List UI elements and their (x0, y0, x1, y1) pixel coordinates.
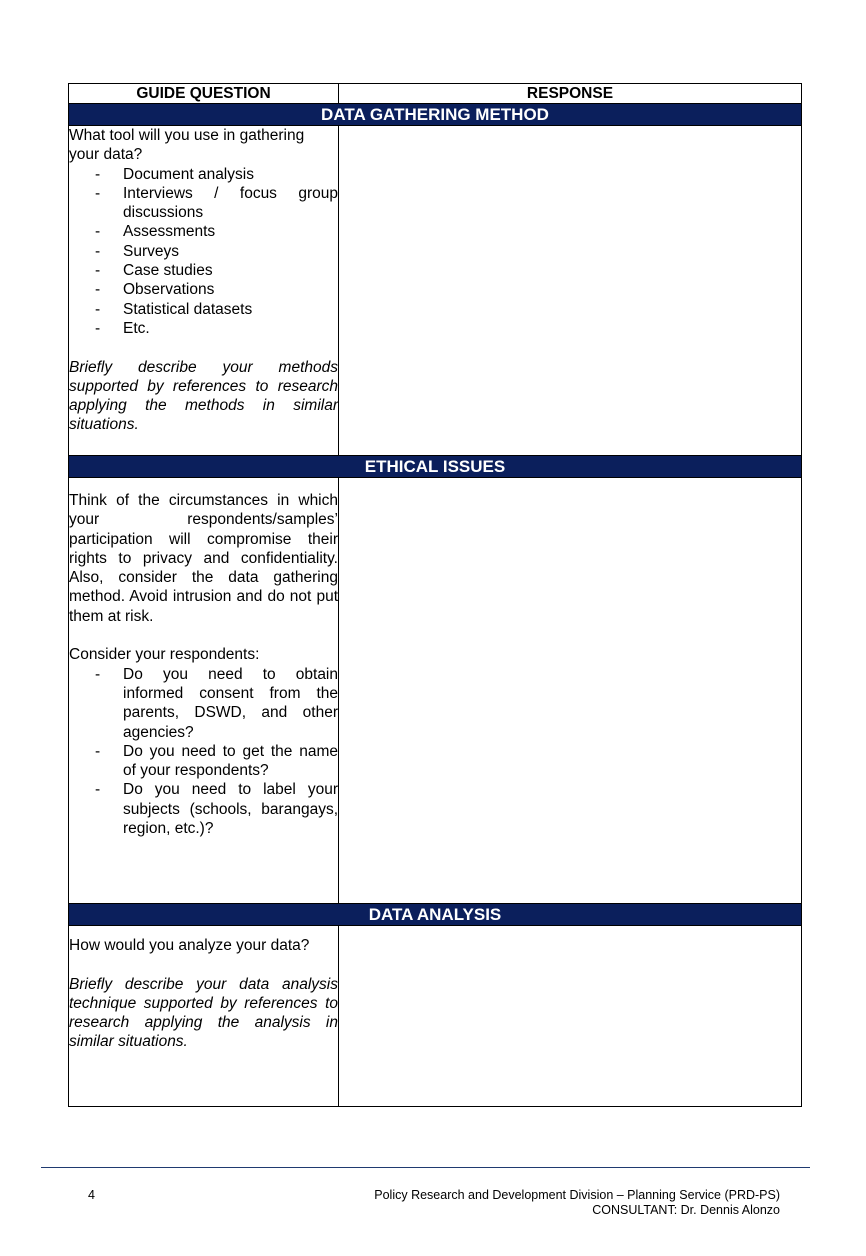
data-gathering-question: What tool will you use in gathering your data? (69, 127, 305, 164)
list-item: - Do you need to get the name of your respondents? (69, 742, 338, 781)
list-item: - Interviews / focus group discussions (69, 184, 338, 223)
column-header-row (69, 84, 802, 104)
response-cell-data-gathering[interactable] (339, 126, 802, 456)
list-item: - Document analysis (69, 165, 338, 184)
section-title-ethical: ETHICAL ISSUES (69, 456, 802, 478)
footer-divider (41, 1167, 810, 1168)
question-cell-data-gathering (69, 126, 339, 456)
question-cell-ethical (69, 478, 339, 904)
section-row-analysis (69, 904, 802, 926)
spacer (69, 338, 338, 357)
row-analysis (69, 926, 802, 1107)
list-item: - Surveys (69, 242, 338, 261)
footer-consultant: CONSULTANT: Dr. Dennis Alonzo (592, 1202, 780, 1217)
response-cell-analysis[interactable] (339, 926, 802, 1107)
section-row-ethical (69, 456, 802, 478)
ethical-question-list (69, 665, 338, 839)
data-gathering-tool-list (69, 165, 338, 339)
ethical-consider-label: Consider your respondents: (69, 646, 260, 664)
data-gathering-note: Briefly describe your methods supported by references to research applying the methods in similar situations. (69, 358, 338, 434)
spacer (69, 626, 338, 645)
analysis-note: Briefly describe your data analysis technique supported by references to research applying the analysis in similar situations. (69, 975, 338, 1051)
section-row-data-gathering (69, 104, 802, 126)
analysis-question: How would you analyze your data? (69, 937, 310, 954)
footer-division: Policy Research and Development Division – Planning Service (PRD-PS) (374, 1188, 780, 1202)
section-title-analysis: DATA ANALYSIS (69, 904, 802, 926)
response-header: RESPONSE (339, 84, 802, 104)
list-item: - Assessments (69, 222, 338, 241)
row-ethical (69, 478, 802, 904)
list-item: - Etc. (69, 319, 338, 338)
section-title-data-gathering: DATA GATHERING METHOD (69, 104, 802, 126)
question-cell-analysis (69, 926, 339, 1107)
list-item: - Do you need to obtain informed consent from the parents, DSWD, and other agencies? (69, 665, 338, 742)
response-cell-ethical[interactable] (339, 478, 802, 904)
spacer (69, 955, 338, 974)
list-item: - Case studies (69, 261, 338, 280)
research-guide-table (68, 83, 802, 1107)
page-number: 4 (88, 1188, 95, 1202)
list-item: - Observations (69, 280, 338, 299)
ethical-paragraph: Think of the circumstances in which your respondents/samples’ participation will compromise their rights to privacy and confidentiality. Also, consider the data gathering method. Avoid intrusion and do not put them at risk. (69, 492, 338, 625)
list-item: - Do you need to label your subjects (schools, barangays, region, etc.)? (69, 780, 338, 838)
list-item: - Statistical datasets (69, 300, 338, 319)
row-data-gathering (69, 126, 802, 456)
footer-credits (374, 1188, 780, 1217)
guide-question-header: GUIDE QUESTION (69, 84, 339, 104)
